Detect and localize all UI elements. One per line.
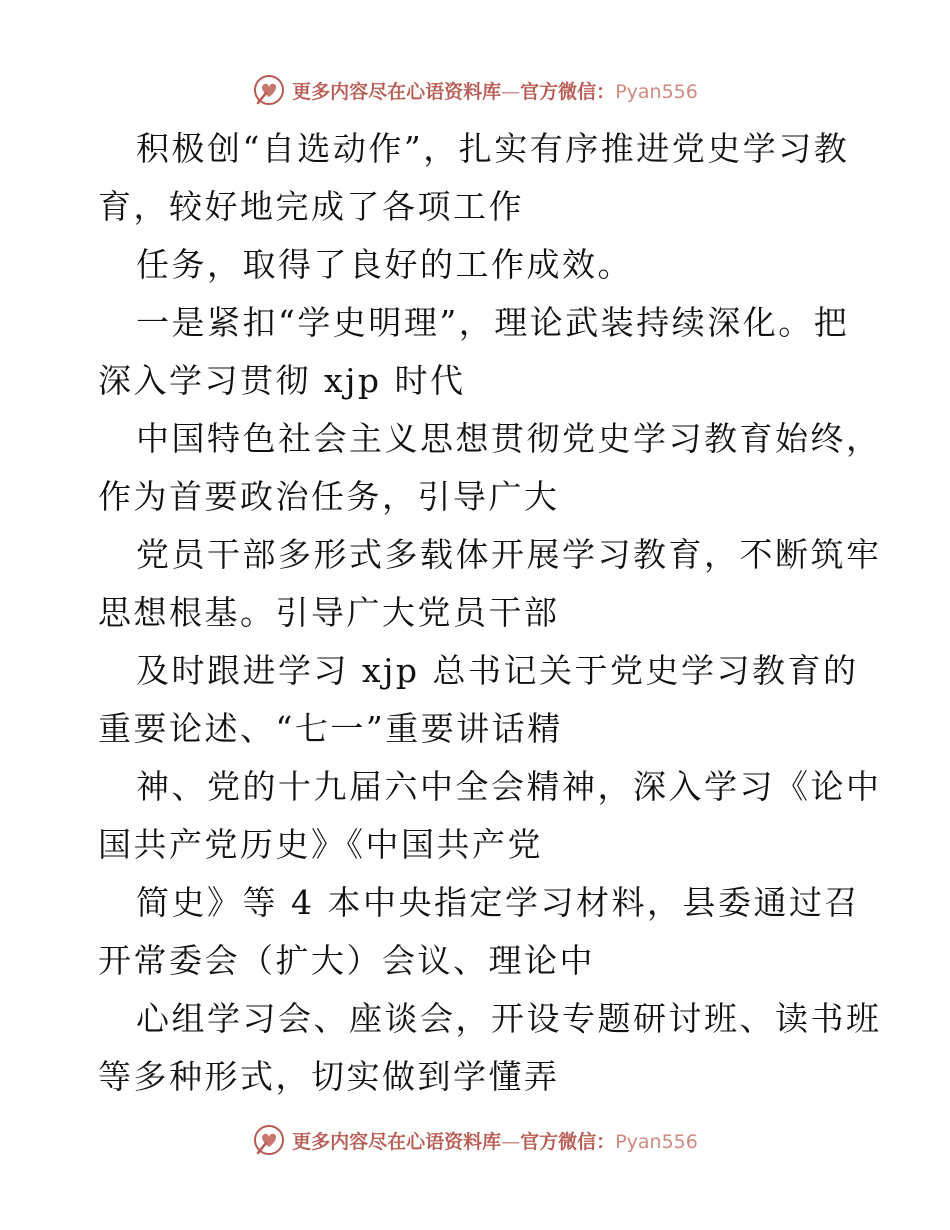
body-line: 神、党的十九届六中全会精神，深入学习《论中 — [136, 767, 882, 806]
body-line: 思想根基。引导广大党员干部 — [98, 593, 560, 632]
watermark-text — [292, 77, 698, 104]
body-line: 心组学习会、座谈会，开设专题研讨班、读书班 — [136, 999, 882, 1038]
body-line: 深入学习贯彻 xjp 时代 — [98, 361, 466, 400]
stylized-heart-pen-icon — [252, 73, 286, 107]
watermark-contact-id: Pyan556 — [615, 80, 698, 103]
watermark-site-text: 更多内容尽在心语资料库 — [292, 80, 502, 103]
stylized-heart-pen-icon — [252, 1123, 286, 1157]
watermark-contact-label: 官方微信： — [520, 1130, 616, 1153]
watermark-separator: — — [501, 80, 521, 103]
body-line: 国共产党历史》《中国共产党 — [98, 825, 543, 864]
watermark-contact-id: Pyan556 — [615, 1130, 698, 1153]
body-line: 育，较好地完成了各项工作 — [98, 187, 524, 226]
page-header-watermark — [0, 70, 950, 110]
document-body — [98, 120, 882, 1106]
body-line: 党员干部多形式多载体开展学习教育，不断筑牢 — [136, 535, 882, 574]
watermark-contact-label: 官方微信： — [520, 80, 616, 103]
body-line: 作为首要政治任务，引导广大 — [98, 477, 560, 516]
body-line: 简史》等 4 本中央指定学习材料，县委通过召 — [136, 883, 860, 922]
body-line: 等多种形式，切实做到学懂弄 — [98, 1057, 560, 1096]
watermark-text — [292, 1127, 698, 1154]
body-line: 开常委会（扩大）会议、理论中 — [98, 941, 595, 980]
watermark-separator: — — [501, 1130, 521, 1153]
watermark-banner — [252, 1123, 698, 1157]
watermark-banner — [252, 73, 698, 107]
watermark-site-text: 更多内容尽在心语资料库 — [292, 1130, 502, 1153]
body-line: 任务，取得了良好的工作成效。 — [136, 245, 633, 284]
body-line: 一是紧扣“学史明理”，理论武装持续深化。把 — [136, 303, 850, 342]
body-line: 及时跟进学习 xjp 总书记关于党史学习教育的 — [136, 651, 859, 690]
body-line: 中国特色社会主义思想贯彻党史学习教育始终， — [136, 419, 882, 458]
body-line: 重要论述、“七一”重要讲话精 — [98, 709, 563, 748]
page-footer-watermark — [0, 1120, 950, 1160]
body-line: 积极创“自选动作”，扎实有序推进党史学习教 — [136, 129, 850, 168]
